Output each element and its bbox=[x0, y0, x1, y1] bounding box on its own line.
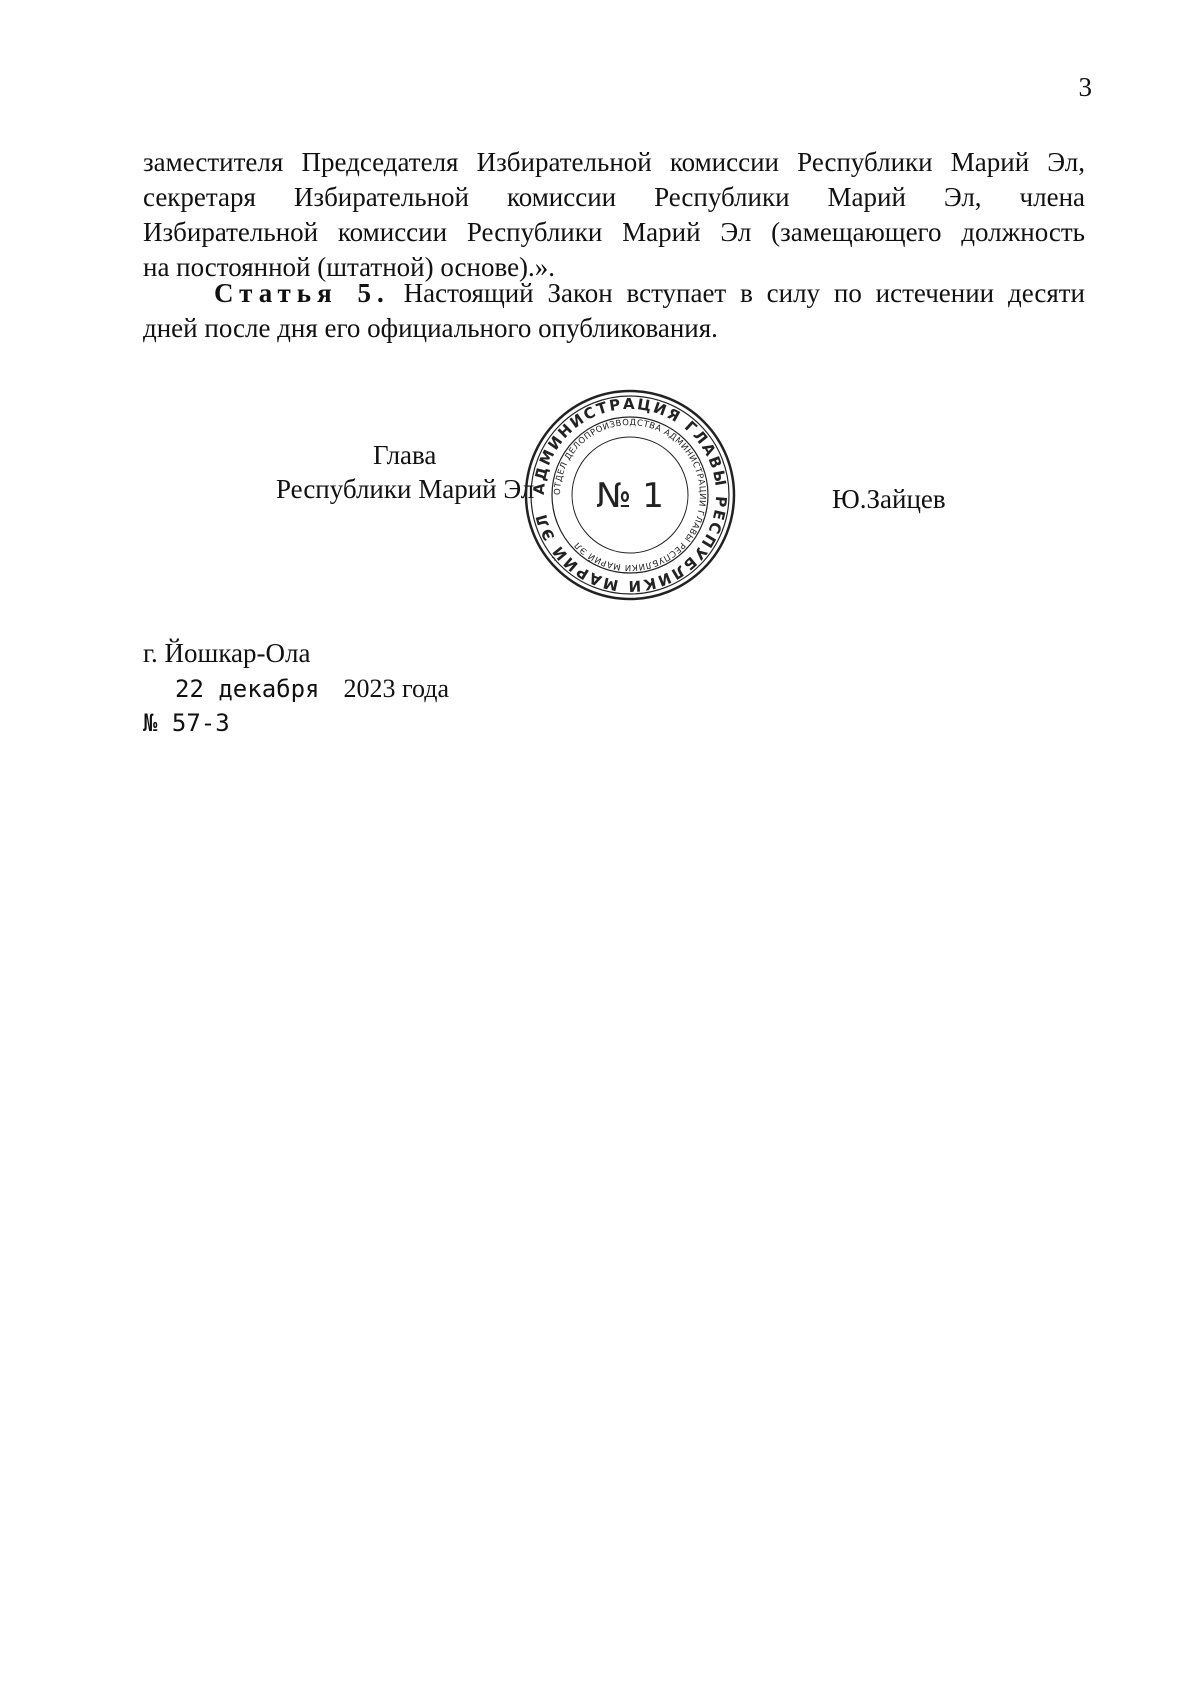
paragraph-line: Избирательной комиссии Республики Марий Эл (замещающего должность bbox=[143, 217, 1085, 247]
article-first-line bbox=[143, 276, 1085, 311]
page-number: 3 bbox=[1078, 72, 1092, 102]
paragraph-line: секретаря Избирательной комиссии Республики Марий Эл, члена bbox=[143, 182, 1085, 212]
law-number: № 57-З bbox=[143, 709, 230, 737]
seal-center-number: № 1 bbox=[596, 476, 664, 516]
date-year: 2023 года bbox=[343, 674, 450, 703]
signature-title: Глава bbox=[373, 440, 437, 470]
article-text-1: Настоящий Закон вступает в силу по истечении десяти bbox=[403, 278, 1086, 308]
official-seal bbox=[520, 385, 740, 605]
paragraph-continuation bbox=[143, 145, 1085, 285]
paragraph-line: заместителя Председателя Избирательной комиссии Республики Марий Эл, bbox=[143, 147, 1085, 177]
seal-outer-text: АДМИНИСТРАЦИЯ ГЛАВЫ РЕСПУБЛИКИ МАРИЙ ЭЛ bbox=[529, 394, 731, 596]
date-of-signing bbox=[175, 674, 449, 704]
article-text-2: дней после дня его официального опубликования. bbox=[143, 313, 718, 343]
paragraph-line: на постоянной (штатной) основе).». bbox=[143, 252, 556, 282]
date-day: 22 декабря bbox=[175, 675, 320, 703]
signature-organization: Республики Марий Эл bbox=[276, 474, 535, 504]
article-5-paragraph bbox=[143, 276, 1085, 346]
article-heading: Статья 5. bbox=[214, 278, 390, 308]
place-of-signing: г. Йошкар-Ола bbox=[143, 638, 311, 668]
signatory-name: Ю.Зайцев bbox=[832, 484, 946, 514]
seal-inner-text: ОТДЕЛ ДЕЛОПРОИЗВОДСТВА АДМИНИСТРАЦИИ ГЛАВЫ РЕСПУБЛИКИ МАРИЙ ЭЛ bbox=[552, 417, 708, 573]
